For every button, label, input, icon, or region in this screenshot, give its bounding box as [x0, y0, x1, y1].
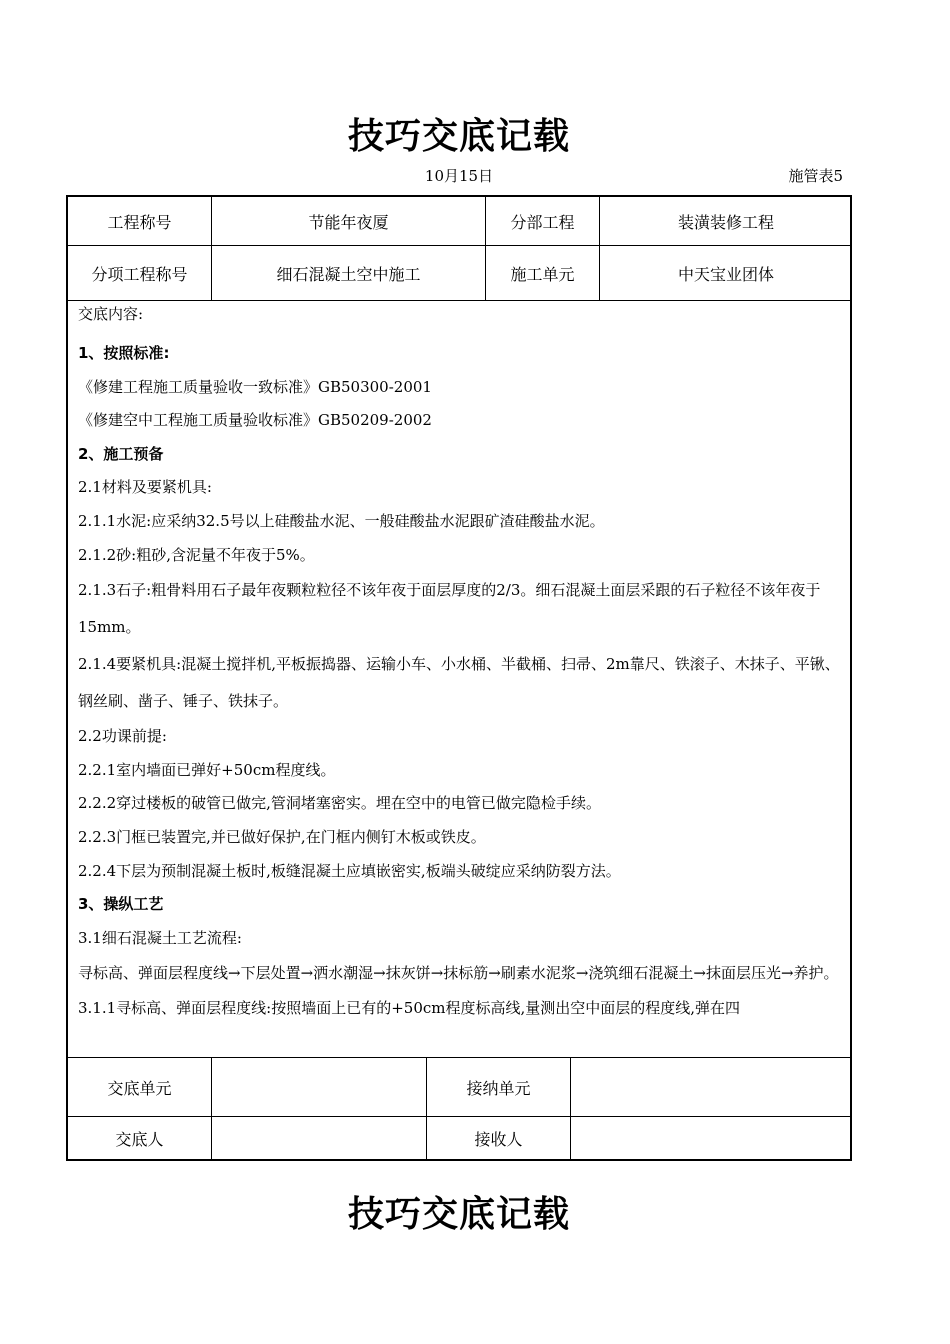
handover-unit-field[interactable]: [212, 1058, 426, 1116]
unit-value: 中天宝业团体: [677, 264, 774, 284]
subitem-label: 分项工程称号: [91, 264, 188, 284]
content-line: 1、按照标准:: [78, 344, 170, 362]
content-line: 2.1材料及要紧机具:: [78, 478, 212, 497]
date-text: 10月15日: [424, 167, 494, 185]
divider: [68, 245, 850, 246]
receiver-label: 接收人: [474, 1129, 523, 1149]
receiving-unit-label: 接纳单元: [466, 1078, 531, 1098]
handover-person-field[interactable]: [212, 1117, 426, 1159]
unit-label: 施工单元: [510, 264, 575, 284]
content-line: 2.1.3石子:粗骨料用石子最年夜颗粒粒径不该年夜于面层厚度的2/3。细石混凝土面层采跟的石子粒径不该年夜于15mm。: [78, 581, 821, 637]
division-label: 分部工程: [510, 212, 575, 232]
content-line: 2.2.2穿过楼板的破管已做完,管洞堵塞密实。埋在空中的电管已做完隐检手续。: [78, 794, 601, 813]
content-line: 《修建空中工程施工质量验收标准》GB50209-2002: [78, 411, 432, 430]
content-line: 2.1.4要紧机具:混凝土搅拌机,平板振捣器、运输小车、小水桶、半截桶、扫帚、2m靠尺、铁滚子、木抹子、平锹、钢丝刷、凿子、锤子、铁抹子。: [78, 655, 840, 711]
form-number: 施管表5: [788, 167, 843, 185]
content-line: 寻标高、弹面层程度线→下层处置→洒水潮湿→抹灰饼→抹标筋→刷素水泥浆→浇筑细石混凝土→抹面层压光→养护。: [78, 964, 839, 983]
receiving-unit-field[interactable]: [571, 1058, 852, 1116]
content-line: 2.2功课前提:: [78, 727, 167, 746]
page-title: 技巧交底记载: [347, 116, 570, 157]
content-line: 2.2.1室内墙面已弹好+50cm程度线。: [78, 760, 336, 779]
project-name-label: 工程称号: [107, 212, 172, 232]
content-line: 2.1.1水泥:应采纳32.5号以上硅酸盐水泥、一般硅酸盐水泥跟矿渣硅酸盐水泥。: [78, 511, 605, 530]
content-line: 2.2.3门框已装置完,并已做好保护,在门框内侧钉木板或铁皮。: [78, 827, 486, 846]
content-line: 2.1.2砂:粗砂,含泥量不年夜于5%。: [78, 545, 315, 564]
handover-person-label: 交底人: [115, 1129, 164, 1149]
divider: [211, 197, 212, 300]
project-name-value: 节能年夜厦: [308, 212, 389, 232]
content-line: 《修建工程施工质量验收一致标准》GB50300-2001: [78, 377, 432, 396]
receiver-field[interactable]: [571, 1117, 852, 1159]
division-value: 装潢装修工程: [677, 212, 774, 232]
content-line: 3.1细石混凝土工艺流程:: [78, 928, 242, 947]
page-title-repeat: 技巧交底记载: [347, 1194, 570, 1235]
divider: [599, 197, 600, 300]
content-line: 3、操纵工艺: [78, 895, 164, 914]
handover-unit-label: 交底单元: [107, 1078, 172, 1098]
content-line: 2.2.4下层为预制混凝土板时,板缝混凝土应填嵌密实,板端头破绽应采纳防裂方法。: [78, 861, 621, 880]
content-heading: 交底内容:: [78, 305, 144, 323]
subitem-value: 细石混凝土空中施工: [276, 264, 421, 284]
content-line: 3.1.1寻标高、弹面层程度线:按照墙面上已有的+50cm程度标高线,量测出空中面层的程度线,弹在四: [78, 999, 741, 1018]
content-line: 2、施工预备: [78, 444, 164, 463]
divider: [485, 197, 486, 300]
handover-content: [78, 307, 842, 1026]
record-table: [66, 195, 852, 1161]
